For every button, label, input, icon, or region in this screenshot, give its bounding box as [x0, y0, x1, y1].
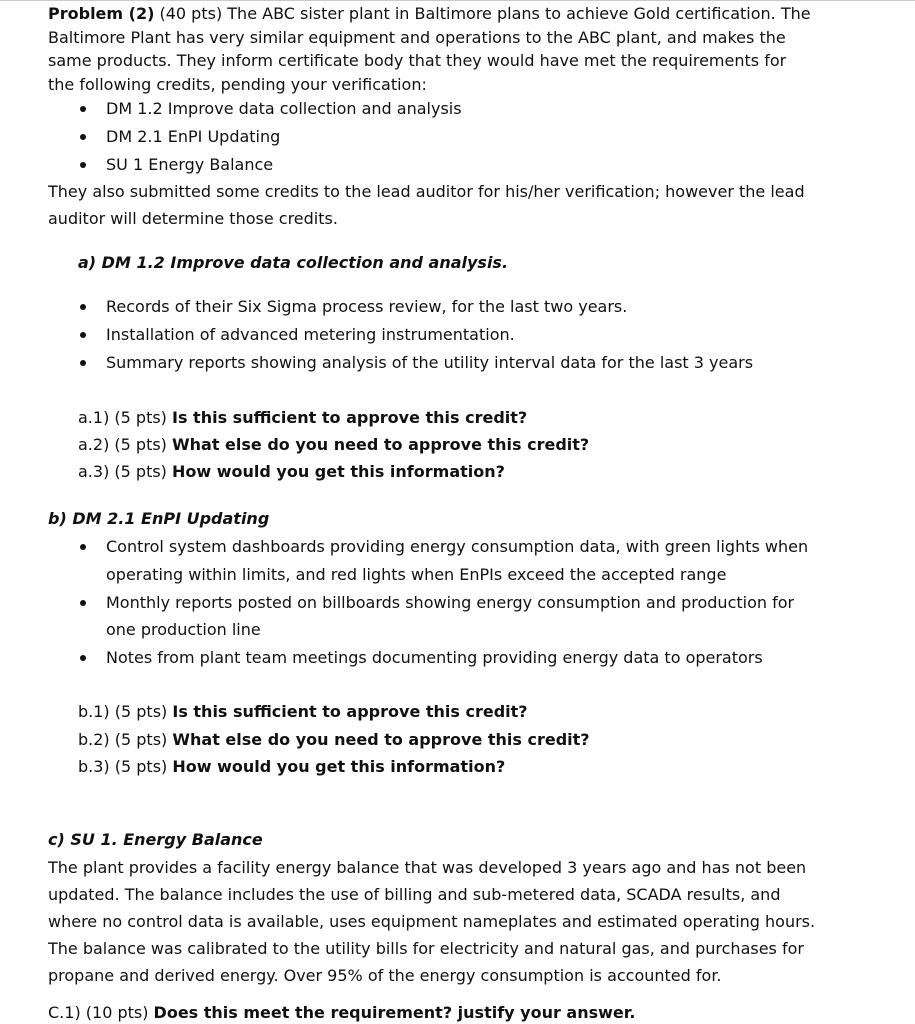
section-c-paragraph-line: The balance was calibrated to the utility bills for electricity and natural gas, and purchases for: [48, 939, 804, 958]
section-a-bullet: Installation of advanced metering instrumentation.: [106, 325, 515, 344]
question-b2: [78, 730, 590, 750]
question-prefix: C.1) (10 pts): [48, 1003, 154, 1022]
question-b1: [78, 702, 528, 722]
top-divider: [0, 0, 915, 1]
bullet-icon: [80, 544, 86, 550]
question-text: How would you get this information?: [172, 757, 506, 776]
question-text: Is this sufficient to approve this credit?: [172, 702, 528, 721]
question-text: What else do you need to approve this credit?: [172, 435, 590, 454]
credit-item: DM 2.1 EnPI Updating: [106, 127, 281, 146]
question-c1: [48, 1003, 635, 1023]
section-b-bullet-3: Notes from plant team meetings documenting providing energy data to operators: [106, 648, 763, 667]
bullet-icon: [80, 360, 86, 366]
question-b3: [78, 757, 505, 777]
problem-intro-line-4: the following credits, pending your verification:: [48, 75, 427, 94]
section-c-paragraph-line: where no control data is available, uses equipment nameplates and estimated operating hours.: [48, 912, 816, 931]
problem-intro-line-1: [48, 4, 811, 24]
question-text: Is this sufficient to approve this credit?: [172, 408, 528, 427]
question-a3: [78, 462, 505, 482]
section-a-heading: a) DM 1.2 Improve data collection and analysis.: [78, 253, 509, 272]
section-c-paragraph-line: The plant provides a facility energy balance that was developed 3 years ago and has not been: [48, 858, 807, 877]
section-b-bullet-1-line-1: Control system dashboards providing energy consumption data, with green lights when: [106, 537, 809, 556]
question-a2: [78, 435, 589, 455]
bullet-icon: [80, 134, 86, 140]
section-c-heading: c) SU 1. Energy Balance: [48, 830, 263, 849]
question-prefix: b.2) (5 pts): [78, 730, 173, 749]
section-b-bullet-2-line-1: Monthly reports posted on billboards showing energy consumption and production for: [106, 593, 795, 612]
bullet-icon: [80, 162, 86, 168]
question-text: Does this meet the requirement? justify your answer.: [153, 1003, 636, 1022]
section-c-paragraph-line: propane and derived energy. Over 95% of the energy consumption is accounted for.: [48, 966, 722, 985]
bullet-icon: [80, 106, 86, 112]
question-a1: [78, 408, 527, 428]
bullet-icon: [80, 600, 86, 606]
section-b-bullet-2-line-2: one production line: [106, 620, 261, 639]
problem-intro-line-3: same products. They inform certificate body that they would have met the requirements for: [48, 51, 787, 70]
section-a-bullet: Records of their Six Sigma process review, for the last two years.: [106, 297, 628, 316]
section-c-paragraph-line: updated. The balance includes the use of billing and sub-metered data, SCADA results, and: [48, 885, 781, 904]
question-prefix: a.3) (5 pts): [78, 462, 172, 481]
bullet-icon: [80, 304, 86, 310]
bullet-icon: [80, 655, 86, 661]
question-prefix: b.3) (5 pts): [78, 757, 173, 776]
bullet-icon: [80, 332, 86, 338]
question-prefix: b.1) (5 pts): [78, 702, 173, 721]
problem-label: Problem (2): [48, 4, 155, 23]
question-text: What else do you need to approve this credit?: [172, 730, 590, 749]
problem-intro-line-2: Baltimore Plant has very similar equipment and operations to the ABC plant, and makes the: [48, 28, 786, 47]
problem-intro-text: (40 pts) The ABC sister plant in Baltimore plans to achieve Gold certification. The: [154, 4, 811, 23]
lead-auditor-line-2: auditor will determine those credits.: [48, 209, 338, 228]
section-b-bullet-1-line-2: operating within limits, and red lights when EnPIs exceed the accepted range: [106, 565, 727, 584]
question-prefix: a.2) (5 pts): [78, 435, 172, 454]
question-text: How would you get this information?: [172, 462, 505, 481]
section-a-bullet: Summary reports showing analysis of the utility interval data for the last 3 years: [106, 353, 754, 372]
credit-item: DM 1.2 Improve data collection and analysis: [106, 99, 462, 118]
section-b-heading: b) DM 2.1 EnPI Updating: [48, 509, 270, 528]
lead-auditor-line-1: They also submitted some credits to the lead auditor for his/her verification; however the lead: [48, 182, 805, 201]
credit-item: SU 1 Energy Balance: [106, 155, 274, 174]
question-prefix: a.1) (5 pts): [78, 408, 172, 427]
